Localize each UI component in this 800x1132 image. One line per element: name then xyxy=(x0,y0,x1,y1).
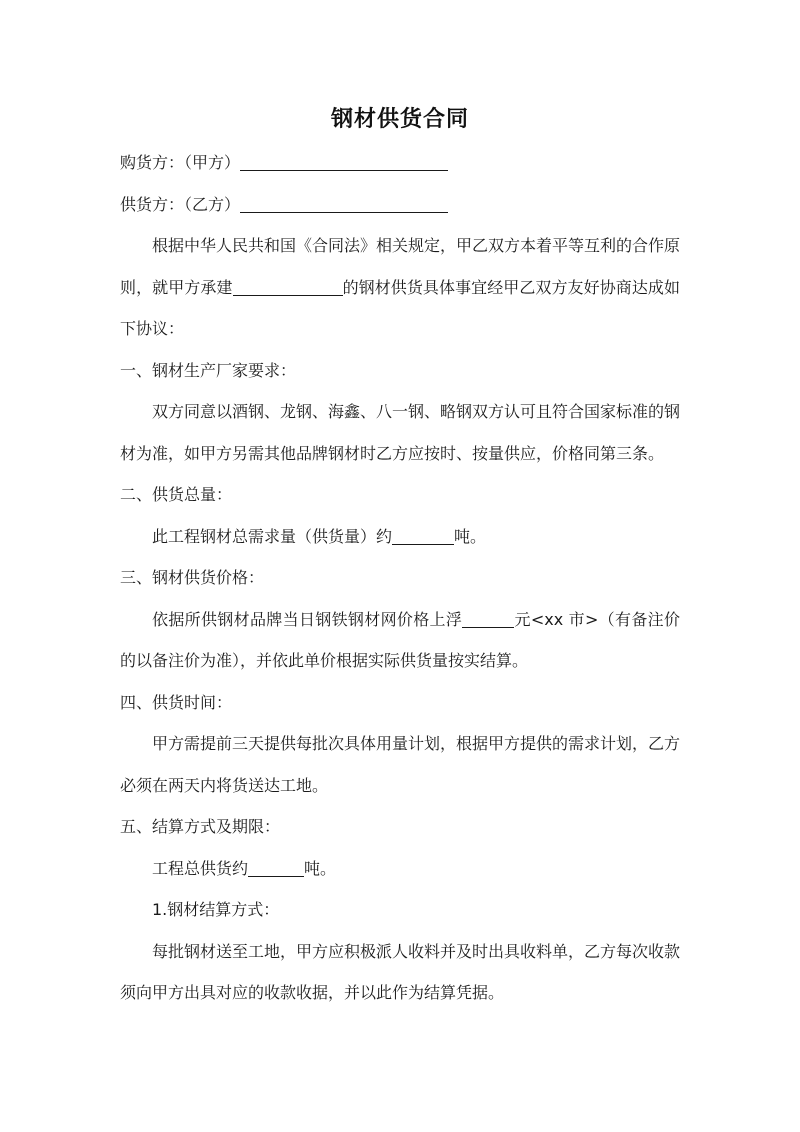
project-name-blank xyxy=(233,278,343,296)
section-4-text: 甲方需提前三天提供每批次具体用量计划，根据甲方提供的需求计划，乙方必须在两天内将货送达工地。 xyxy=(120,734,681,795)
quantity-blank xyxy=(392,527,454,545)
document-title: 钢材供货合同 xyxy=(330,107,469,132)
supplier-label: 供货方：（乙方） xyxy=(120,194,241,214)
intro-text-part1: 根据中华人民共和国《合同法》相关规定，甲乙双方本着平等互利的合作原则，就甲方承建 xyxy=(120,236,681,297)
section-5-total xyxy=(120,848,680,890)
total-supply-blank xyxy=(248,859,304,877)
section-3-text xyxy=(120,599,680,682)
price-markup-blank xyxy=(462,610,514,628)
section-5-total-a: 工程总供货约 xyxy=(152,858,249,878)
section-5-heading: 五、结算方式及期限： xyxy=(120,817,281,836)
section-2-text-a: 此工程钢材总需求量（供货量）约 xyxy=(152,526,393,546)
intro-text-part2: 的钢材供货具体事宜经甲乙双方友好协商达成如下协议： xyxy=(120,277,680,338)
section-1-heading: 一、钢材生产厂家要求： xyxy=(120,360,297,380)
section-2-heading: 二、供货总量： xyxy=(120,485,233,504)
intro-paragraph xyxy=(120,225,680,350)
section-5-sub1-text: 每批钢材送至工地，甲方应积极派人收料并及时出具收料单，乙方每次收款须向甲方出具对应的收款收据，并以此作为结算凭据。 xyxy=(120,941,681,1002)
section-2-text-b: 吨。 xyxy=(454,526,487,546)
section-3-text-b: 元<xx 市>（有备注价的以备注价为准），并依此单价根据实际供货量按实结算。 xyxy=(120,609,680,670)
section-3-heading: 三、钢材供货价格： xyxy=(120,568,265,587)
section-1-text: 双方同意以酒钢、龙钢、海鑫、八一钢、略钢双方认可且符合国家标准的钢材为准，如甲方另需其他品牌钢材时乙方应按时、按量供应，价格同第三条。 xyxy=(120,402,681,463)
buyer-name-blank xyxy=(240,153,448,171)
buyer-label: 购货方：（甲方） xyxy=(120,153,241,172)
section-5-sub1-heading: 1.钢材结算方式： xyxy=(152,900,280,919)
supplier-name-blank xyxy=(240,195,448,213)
section-4-heading: 四、供货时间： xyxy=(120,692,233,712)
buyer-line xyxy=(120,142,680,184)
section-3-text-a: 依据所供钢材品牌当日钢铁钢材网价格上浮 xyxy=(152,609,463,629)
section-5-total-b: 吨。 xyxy=(304,858,337,878)
section-2-text xyxy=(120,516,680,558)
supplier-line xyxy=(120,184,680,226)
